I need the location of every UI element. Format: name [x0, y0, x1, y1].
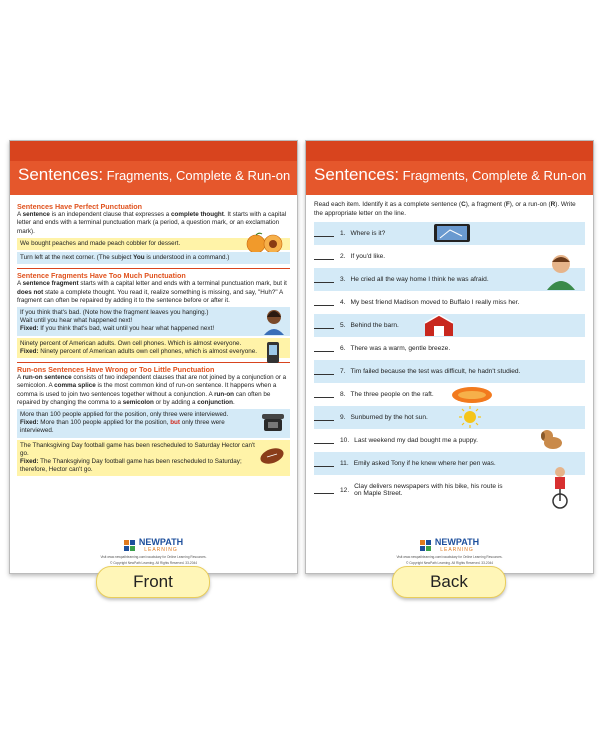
football-icon [258, 446, 286, 466]
list-item: 2. If you'd like. [314, 245, 585, 268]
answer-blank[interactable] [314, 368, 334, 375]
answer-blank[interactable] [314, 487, 334, 494]
example-box: Turn left at the next corner. (The subject You is understood in a command.) [17, 252, 290, 264]
example-box: More than 100 people applied for the position, only three were interviewed. Fixed: More than 100 people applied for the position, but only three were interviewed. [17, 409, 290, 438]
answer-blank[interactable] [314, 460, 334, 467]
bike-rider-icon [545, 465, 575, 509]
list-item: 6. There was a warm, gentle breeze. [314, 337, 585, 360]
footer-text: Visit www.newpathlearning.com/vocabulary for Online Learning Resources. [100, 555, 207, 559]
logo-icon [420, 540, 432, 552]
boy-icon [543, 250, 579, 290]
section-heading: Sentence Fragments Have Too Much Punctuation [17, 271, 186, 281]
newpath-logo [10, 538, 297, 553]
newpath-logo [306, 538, 593, 553]
title-main: Sentences: [18, 165, 104, 184]
front-card [9, 140, 298, 574]
card-top-bar [306, 141, 593, 161]
copyright-text: © Copyright NewPath Learning. All Rights Reserved. 33-2044 [405, 561, 494, 565]
list-item: 10. Last weekend my dad bought me a puppy. [314, 429, 585, 452]
exercise-list [306, 222, 593, 505]
front-button[interactable]: Front [96, 566, 210, 598]
answer-blank[interactable] [314, 299, 334, 306]
answer-blank[interactable] [314, 276, 334, 283]
title-rest: Fragments, Complete & Run-on [399, 168, 587, 183]
raft-icon [450, 385, 494, 405]
person-icon [262, 307, 286, 335]
barn-icon [422, 313, 456, 337]
cell-phone-icon [264, 340, 284, 366]
answer-blank[interactable] [314, 345, 334, 352]
logo-icon [124, 540, 136, 552]
example-box: Ninety percent of American adults. Own cell phones. Which is almost everyone. Fixed: Ninety percent of American adults own cell phones, which is almost everyone. [17, 338, 290, 358]
section-heading: Run-ons Sentences Have Wrong or Too Little Punctuation [17, 365, 215, 375]
card-footer [10, 538, 297, 565]
logo-subtext: LEARNING [144, 547, 178, 553]
list-item: 8. The three people on the raft. [314, 383, 585, 406]
front-content [10, 195, 297, 476]
example-box: We bought peaches and made peach cobbler for dessert. [17, 238, 290, 250]
answer-blank[interactable] [314, 230, 334, 237]
section-paragraph: A run-on sentence consists of two independent clauses that are not joined by a conjunction or a semicolon. A comma splice is the most common kind of run-on sentence. It happens when a comma is used to join two sentences together without a conjunction. A run-on can often be repaired by changing the comma to a semicolon or by adding a conjunction. [17, 374, 287, 406]
section-paragraph: A sentence is an independent clause that expresses a complete thought. It starts with a capital letter and ends with a terminal punctuation mark (a period, a question mark, or an exclamation mark). [17, 211, 287, 235]
instructions: Read each item. Identify it as a complete sentence (C), a fragment (F), or a run-on (R). Write the appropriate letter on the line. [314, 201, 576, 217]
list-item: 12. Clay delivers newspapers with his bike, his route is on Maple Street. [314, 475, 585, 505]
logo-text: NEWPATH [138, 537, 184, 547]
back-card [305, 140, 594, 574]
divider [17, 362, 290, 363]
list-item: 3. He cried all the way home I think he was afraid. [314, 268, 585, 291]
answer-blank[interactable] [314, 437, 334, 444]
section-heading: Sentences Have Perfect Punctuation [17, 202, 143, 211]
list-item: 1. Where is it? [314, 222, 585, 245]
back-button[interactable]: Back [392, 566, 506, 598]
answer-blank[interactable] [314, 322, 334, 329]
answer-blank[interactable] [314, 391, 334, 398]
title-rest: Fragments, Complete & Run-on [103, 168, 291, 183]
footer-text: Visit www.newpathlearning.com/vocabulary for Online Learning Resources. [396, 555, 503, 559]
list-item: 7. Tim failed because the test was difficult, he hadn't studied. [314, 360, 585, 383]
list-item: 5. Behind the barn. [314, 314, 585, 337]
example-box: If you think that's bad. (Note how the fragment leaves you hanging.) Wait until you hear what happened next! Fixed: If you think that's bad, wait until you hear what happened next! [17, 307, 290, 336]
telephone-icon [260, 411, 286, 433]
section-paragraph: A sentence fragment starts with a capital letter and ends with a terminal punctuation mark, but it does not state a complete thought. You read it, realize something is missing, and say, "Huh?" A fragment can often be repaired by adding it to the sentence before or after it. [17, 280, 287, 304]
card-footer [306, 538, 593, 565]
logo-text: NEWPATH [434, 537, 480, 547]
peach-icon [244, 232, 284, 254]
divider [17, 268, 290, 269]
title-main: Sentences: [314, 165, 400, 184]
sun-icon [459, 406, 481, 428]
copyright-text: © Copyright NewPath Learning. All Rights Reserved. 33-2044 [109, 561, 198, 565]
list-item: 11. Emily asked Tony if he knew where her pen was. [314, 452, 585, 475]
list-item: 9. Sunburned by the hot sun. [314, 406, 585, 429]
back-title [306, 161, 593, 195]
answer-blank[interactable] [314, 253, 334, 260]
example-box: The Thanksgiving Day football game has been rescheduled to Saturday Hector can't go. Fixed: The Thanksgiving Day football game has been rescheduled to Saturday; therefore, Hector can't go. [17, 440, 290, 477]
card-top-bar [10, 141, 297, 161]
puppy-icon [539, 427, 565, 451]
logo-subtext: LEARNING [440, 547, 474, 553]
list-item: 4. My best friend Madison moved to Buffalo I really miss her. [314, 291, 585, 314]
gps-device-icon [432, 222, 472, 244]
front-title [10, 161, 297, 195]
answer-blank[interactable] [314, 414, 334, 421]
